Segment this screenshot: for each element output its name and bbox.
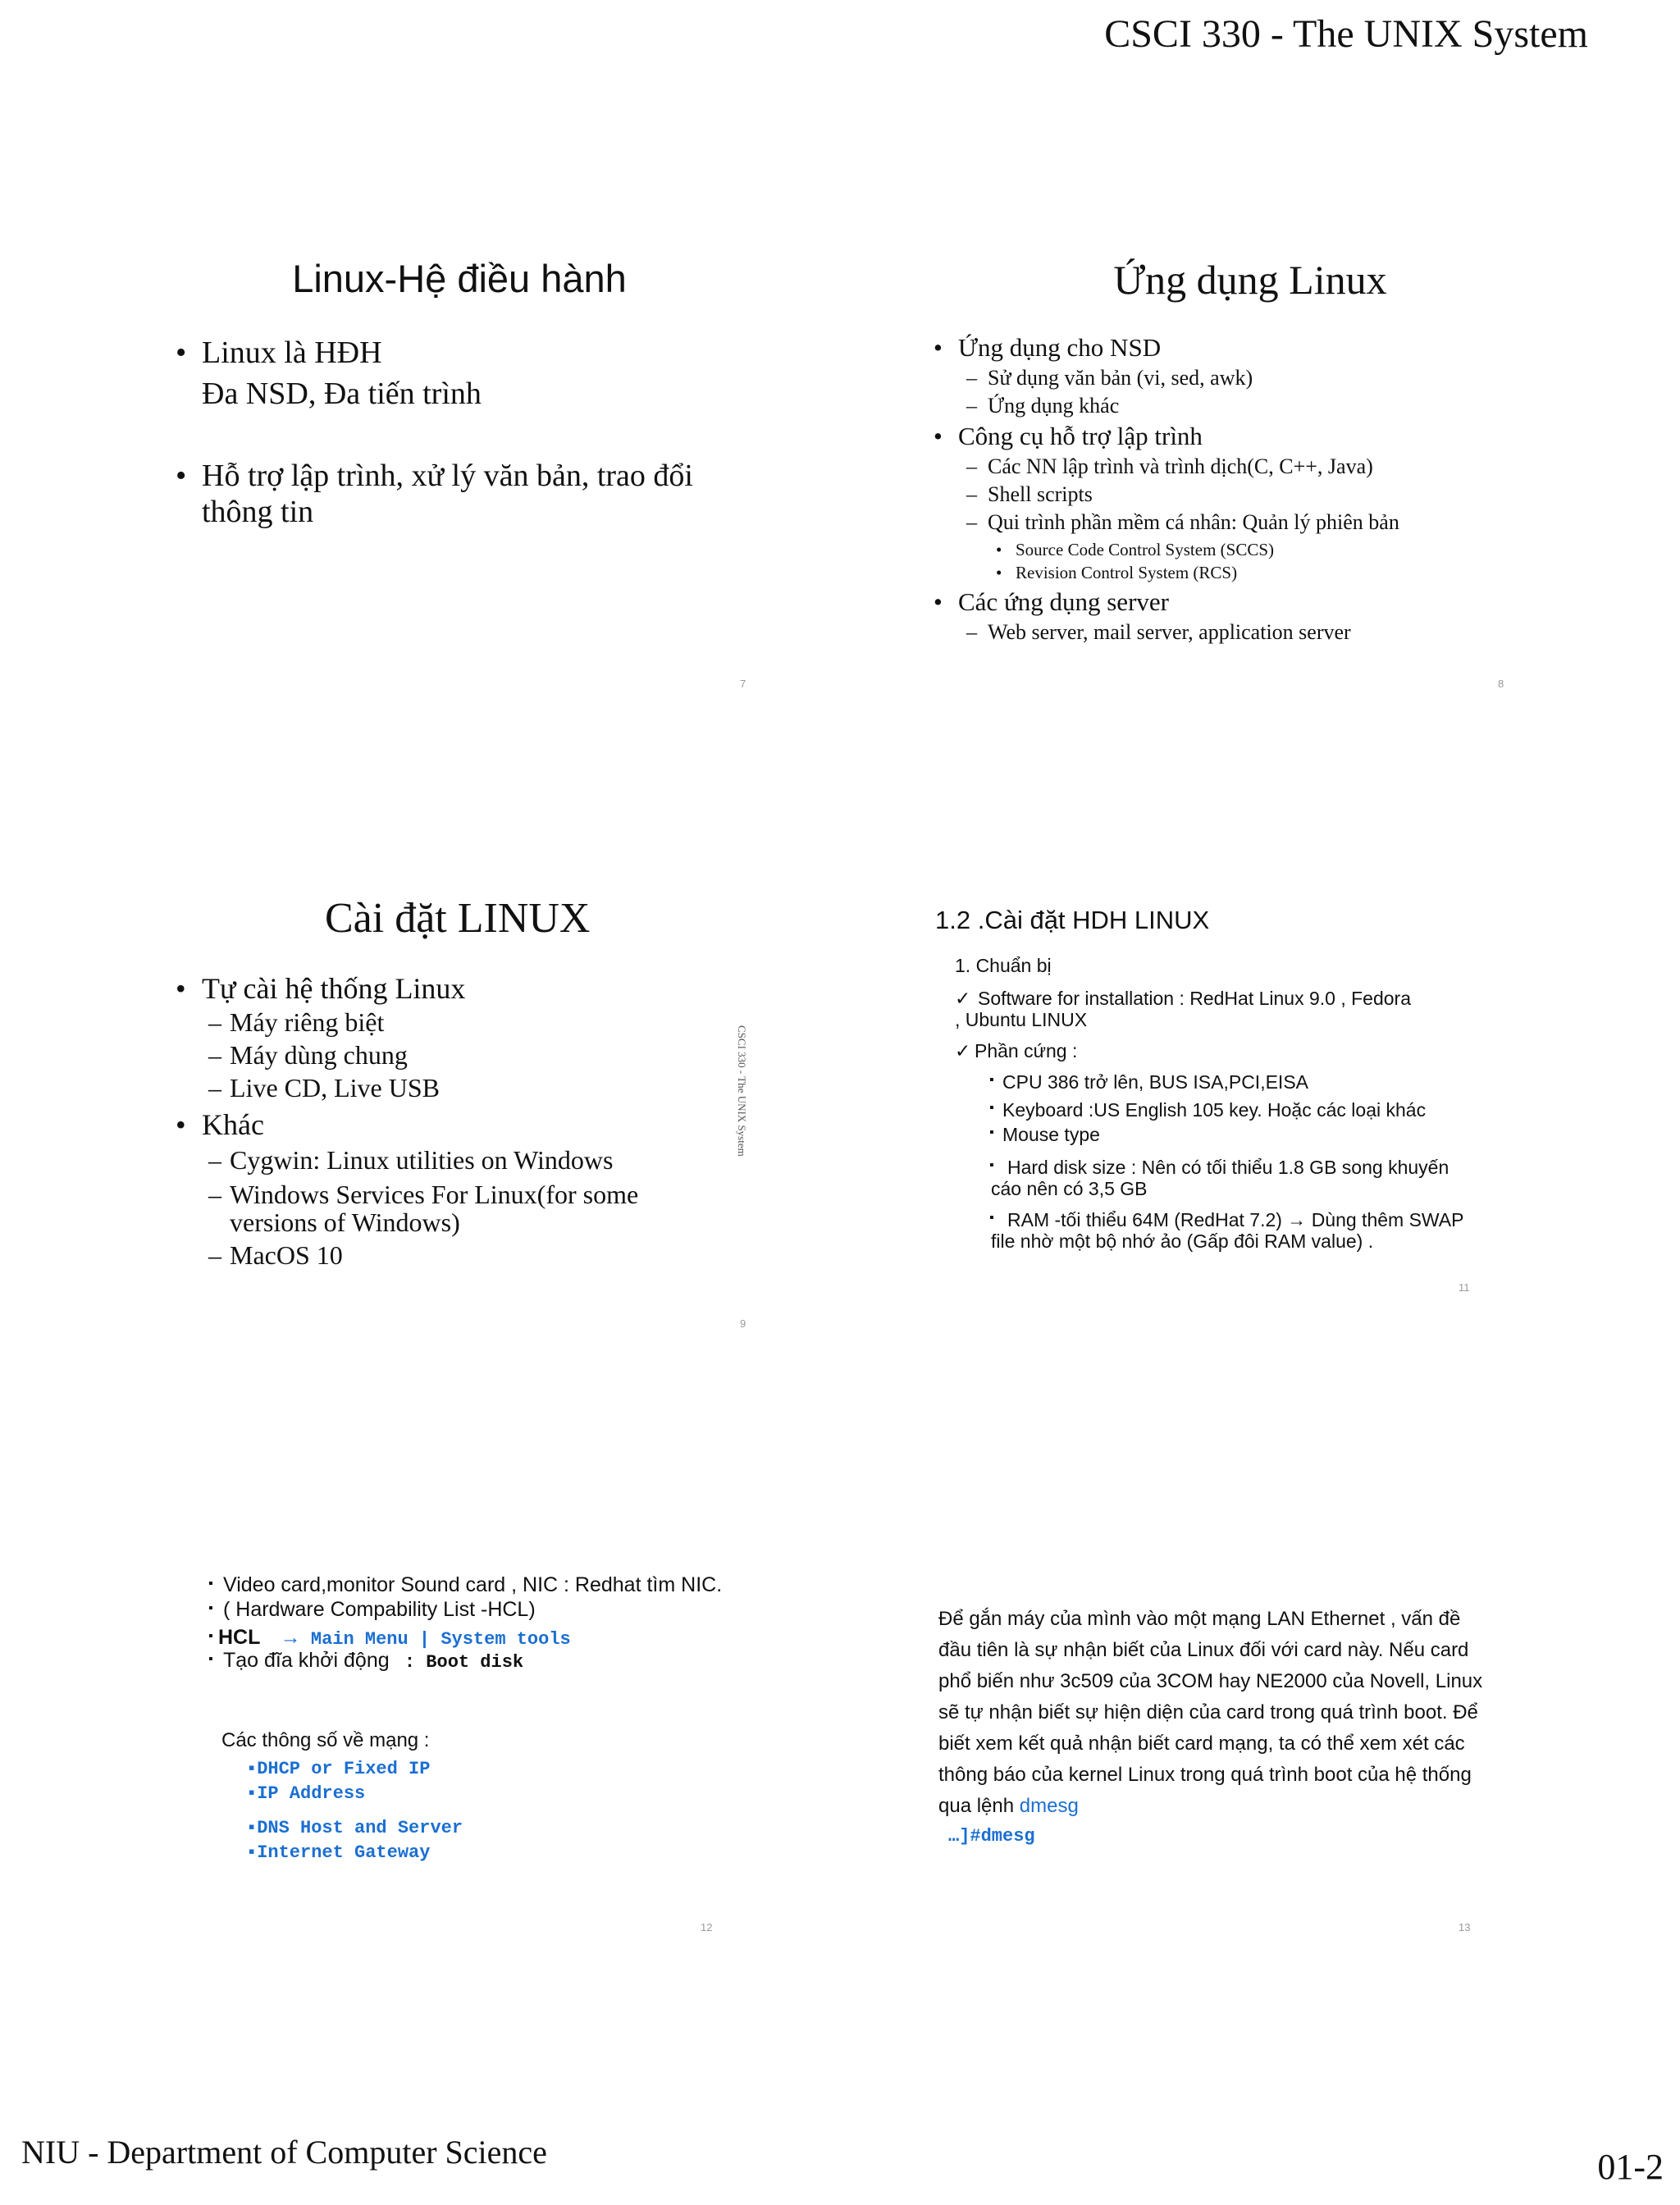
slide-12 — [0, 1559, 755, 2149]
bullet-dot: • — [996, 540, 1002, 559]
bullet-text: Tự cài hệ thống Linux — [202, 972, 466, 1005]
item-text: Hard disk size : Nên có tối thiểu 1.8 GB song khuyến — [1007, 1157, 1449, 1178]
slide-11 — [840, 886, 1660, 1477]
line-text: ( Hardware Compability List -HCL) — [223, 1598, 536, 1621]
item-text-part: RAM -tối thiểu 64M (RedHat 7.2) — [1007, 1209, 1282, 1230]
network-param-text: DHCP or Fixed IP — [257, 1759, 431, 1779]
dash: – — [966, 510, 977, 534]
paragraph-line: đầu tiên là sự nhận biết của Linux đối với card này. Nếu card — [938, 1639, 1469, 1661]
square-bullet: ▪ — [989, 1101, 994, 1115]
bullet-text: Linux là HĐH — [202, 336, 382, 370]
slide-title: Ứng dụng Linux — [1113, 257, 1387, 303]
dash: – — [208, 1040, 221, 1070]
slide-number: 8 — [1498, 678, 1504, 690]
bullet-text: thông tin — [202, 495, 314, 529]
item-text: Keyboard :US English 105 key. Hoặc các loại khác — [1002, 1099, 1427, 1121]
network-param: ▪DNS Host and Server — [246, 1818, 463, 1838]
item-text: cáo nên có 3,5 GB — [991, 1178, 1148, 1199]
bullet-dot: • — [934, 422, 943, 450]
paragraph-line — [938, 1795, 1079, 1818]
network-param: ▪IP Address — [246, 1783, 366, 1804]
sub-bullet-text: Shell scripts — [988, 482, 1093, 506]
sub-bullet-text: Máy riêng biệt — [230, 1007, 385, 1037]
sub-bullet-text: Live CD, Live USB — [230, 1073, 440, 1102]
slide-title: 1.2 .Cài đặt HDH LINUX — [935, 906, 1210, 934]
paragraph-line: thông báo của kernel Linux trong quá trình boot của hệ thống — [938, 1764, 1472, 1786]
bullet-dot: • — [934, 587, 943, 616]
dash: – — [966, 454, 977, 478]
square-bullet: ▪ — [989, 1158, 994, 1172]
item-text: Mouse type — [1002, 1124, 1100, 1145]
slide-7 — [0, 246, 755, 837]
item-text — [1007, 1209, 1463, 1231]
square-bullet: ▪ — [989, 1073, 994, 1087]
bullet-dot: • — [176, 459, 187, 493]
slide-number: 9 — [740, 1317, 746, 1330]
bullet-text: Khác — [202, 1108, 264, 1141]
bullet-text: Đa NSD, Đa tiến trình — [202, 377, 482, 411]
bullet-dot: • — [996, 563, 1002, 582]
dash: – — [966, 366, 977, 390]
square-bullet: ▪ — [208, 1601, 213, 1615]
course-header: CSCI 330 - The UNIX System — [1104, 12, 1588, 56]
network-param: ▪Internet Gateway — [246, 1842, 431, 1863]
square-bullet: ▪ — [989, 1211, 994, 1225]
slide-9 — [0, 886, 755, 1477]
network-param-text: Internet Gateway — [257, 1842, 431, 1863]
sub-bullet-text: versions of Windows) — [230, 1208, 460, 1237]
arrow-icon: → — [280, 1626, 301, 1649]
bullet-dot: • — [176, 1108, 186, 1141]
checklist-text: , Ubuntu LINUX — [955, 1009, 1088, 1030]
bullet-text: Công cụ hỗ trợ lập trình — [958, 422, 1203, 450]
dmesg-command: dmesg — [1019, 1795, 1079, 1817]
footer-page-number: 01-2 — [1597, 2147, 1664, 2187]
sub-bullet-text: Windows Services For Linux(for some — [230, 1180, 639, 1209]
bullet-dot: • — [176, 336, 187, 370]
slide-number: 11 — [1459, 1281, 1470, 1294]
paragraph-line: biết xem kết quả nhận biết card mạng, ta có thể xem xét các — [938, 1732, 1465, 1755]
dash: – — [208, 1180, 221, 1209]
paragraph-line: Để gắn máy của mình vào một mạng LAN Ethernet , vấn đề — [938, 1608, 1461, 1630]
dash: – — [966, 620, 977, 644]
footer-department: NIU - Department of Computer Science — [21, 2134, 547, 2171]
network-param-text: IP Address — [257, 1783, 366, 1804]
network-param: ▪DHCP or Fixed IP — [246, 1759, 431, 1779]
vertical-course-label: CSCI 330 - The UNIX System — [736, 1025, 748, 1157]
sub-bullet-text: Sử dụng văn bản (vi, sed, awk) — [988, 366, 1253, 390]
checklist-text: Phần cứng : — [975, 1040, 1078, 1061]
item-text: CPU 386 trở lên, BUS ISA,PCI,EISA — [1002, 1071, 1308, 1093]
square-bullet: ▪ — [208, 1652, 213, 1666]
network-heading: Các thông số về mạng : — [221, 1729, 430, 1751]
sub-bullet-text: Ứng dụng khác — [988, 394, 1120, 418]
dash: – — [208, 1240, 221, 1270]
bullet-text: Ứng dụng cho NSD — [958, 333, 1162, 362]
slide-title: Cài đặt LINUX — [325, 895, 591, 942]
paragraph-line: phổ biến như 3c509 của 3COM hay NE2000 của Novell, Linux — [938, 1670, 1483, 1692]
check-mark: ✓ — [955, 1040, 971, 1061]
dash: – — [208, 1073, 221, 1102]
line-text: Tạo đĩa khởi động — [223, 1649, 390, 1672]
sub-bullet-text: MacOS 10 — [230, 1240, 343, 1270]
hcl-line — [218, 1626, 571, 1650]
slide-13 — [840, 1559, 1660, 2149]
paragraph-line: sẽ tự nhận biết sự hiện diện của card trong quá trình boot. Để — [938, 1701, 1478, 1723]
bullet-dot: • — [176, 972, 186, 1005]
check-mark: ✓ — [955, 988, 971, 1009]
dash: – — [208, 1145, 221, 1175]
square-bullet: ▪ — [208, 1577, 213, 1591]
slide-number: 12 — [701, 1921, 713, 1933]
network-param-text: DNS Host and Server — [257, 1818, 463, 1838]
sub-bullet-text: Qui trình phần mềm cá nhân: Quản lý phiên bản — [988, 510, 1399, 534]
slide-number: 13 — [1459, 1921, 1471, 1933]
dash: – — [966, 394, 977, 418]
bullet-text: Các ứng dụng server — [958, 587, 1169, 616]
sub-bullet-text: Web server, mail server, application server — [988, 620, 1351, 644]
line-text: Video card,monitor Sound card , NIC : Redhat tìm NIC. — [223, 1573, 723, 1596]
section-heading: 1. Chuẩn bị — [955, 955, 1052, 976]
bullet-text: Hỗ trợ lập trình, xử lý văn bản, trao đổi — [202, 459, 693, 493]
item-text-part: Dùng thêm SWAP — [1311, 1209, 1464, 1230]
square-bullet: ▪ — [208, 1629, 213, 1643]
bullet-dot: • — [934, 333, 943, 362]
slide-title: Linux-Hệ điều hành — [292, 257, 627, 300]
boot-disk-line — [223, 1649, 523, 1673]
sub-bullet-text: Máy dùng chung — [230, 1040, 408, 1070]
square-bullet: ▪ — [989, 1125, 994, 1139]
checklist-text: Software for installation : RedHat Linux 9.0 , Fedora — [978, 988, 1412, 1009]
sub-sub-bullet-text: Source Code Control System (SCCS) — [1016, 540, 1275, 559]
hcl-menu-path: Main Menu | System tools — [310, 1629, 571, 1650]
dash: – — [966, 482, 977, 506]
sub-bullet-text: Cygwin: Linux utilities on Windows — [230, 1145, 614, 1175]
paragraph-text: qua lệnh — [938, 1795, 1015, 1817]
shell-prompt: …]#dmesg — [948, 1826, 1035, 1847]
boot-disk-code: : Boot disk — [404, 1652, 524, 1673]
slide-number: 7 — [740, 678, 746, 690]
hcl-label: HCL — [218, 1626, 261, 1649]
dash: – — [208, 1007, 221, 1037]
sub-bullet-text: Các NN lập trình và trình dịch(C, C++, Java) — [988, 454, 1373, 478]
sub-sub-bullet-text: Revision Control System (RCS) — [1016, 563, 1238, 582]
item-text: file nhờ một bộ nhớ ảo (Gấp đôi RAM value) . — [991, 1230, 1374, 1252]
arrow-icon: → — [1287, 1209, 1307, 1230]
slide-8 — [840, 246, 1660, 837]
